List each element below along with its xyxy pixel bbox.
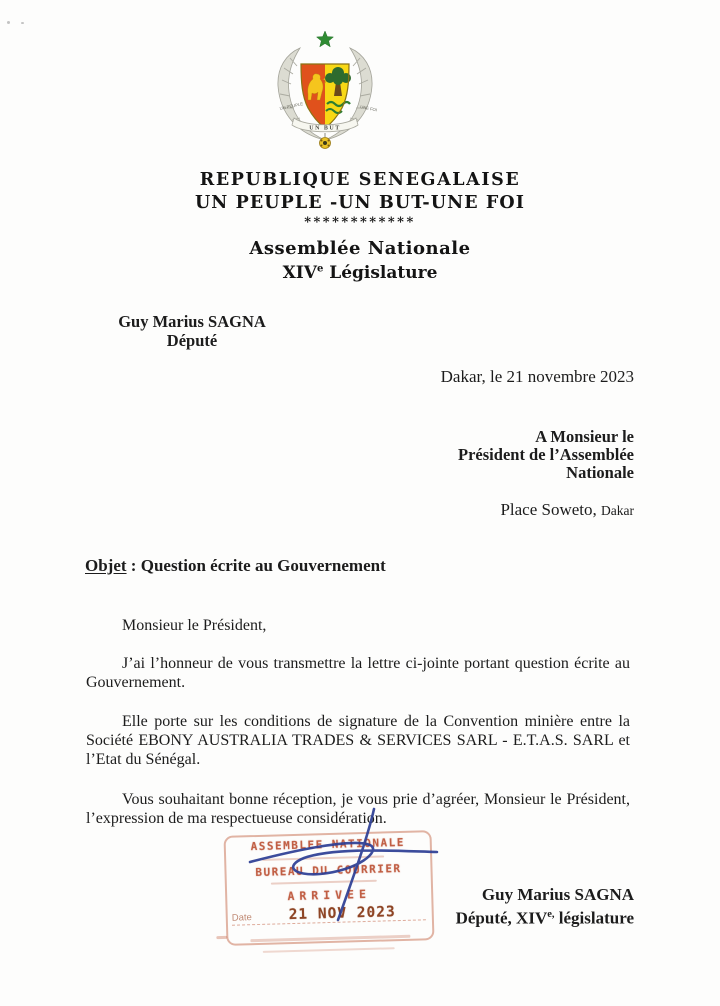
signoff-title-ordinal: e, bbox=[547, 909, 555, 920]
scan-speck bbox=[7, 21, 10, 24]
separator-stars: ************ bbox=[304, 215, 416, 230]
ribbon-right-text: UNE FOI bbox=[359, 104, 378, 113]
body-paragraph-1: J’ai l’honneur de vous transmettre la lettre ci-jointe portant question écrite au Gouvernement. bbox=[86, 655, 630, 691]
signoff-title-prefix: Député, XIV bbox=[455, 908, 548, 928]
stamp-date-value: 21 NOV 2023 bbox=[288, 904, 396, 924]
subject-line bbox=[85, 556, 386, 576]
recipient-block bbox=[458, 428, 634, 482]
stamp-date-label: Date bbox=[231, 912, 253, 924]
pendant-medal-icon bbox=[320, 133, 331, 149]
green-star-icon bbox=[317, 31, 334, 47]
stamp-smudge-mark bbox=[216, 936, 227, 939]
body-paragraph-3: Vous souhaitant bonne réception, je vous prie d’agréer, Monsieur le Président, l’expression de ma respectueuse considération. bbox=[86, 791, 630, 827]
sender-block bbox=[114, 312, 270, 350]
sender-title: Député bbox=[166, 331, 218, 350]
stamp-smudge-line bbox=[263, 947, 395, 953]
handwritten-signature-ink bbox=[225, 793, 450, 933]
ribbon-left-text: UN PEUPLE bbox=[279, 101, 304, 111]
stamp-line-bureau: BUREAU DU COURRIER bbox=[255, 861, 402, 880]
letterhead bbox=[0, 170, 720, 283]
recipient-line-3: Nationale bbox=[566, 463, 634, 482]
legislature-ordinal: e bbox=[316, 263, 324, 275]
motto-ribbon-text: UN BUT bbox=[309, 125, 341, 132]
stamp-line-assembly: ASSEMBLEE NATIONALE bbox=[250, 835, 406, 854]
scan-speck bbox=[21, 22, 24, 24]
republic-title: REPUBLIQUE SENEGALAISE bbox=[199, 170, 521, 190]
signoff-block bbox=[456, 885, 634, 929]
subject-label: Objet bbox=[85, 556, 127, 575]
body-paragraph-2: Elle porte sur les conditions de signature de la Convention minière entre la Société EBONY AUSTRALIA TRADES & SERVICES SARL - E.T.A.S. SARL et l’Etat du Sénégal. bbox=[86, 713, 630, 768]
recipient-line-2: Président de l’Assemblée bbox=[458, 445, 634, 464]
assembly-title: Assemblée Nationale bbox=[249, 238, 471, 259]
signoff-title bbox=[456, 905, 634, 929]
signoff-title-rest: législature bbox=[554, 908, 634, 928]
address-city: Dakar bbox=[601, 503, 634, 518]
legislature-title bbox=[0, 263, 720, 283]
address-place: Place Soweto, bbox=[500, 500, 597, 519]
recipient-line-1: A Monsieur le bbox=[535, 427, 634, 446]
signoff-name: Guy Marius SAGNA bbox=[481, 885, 634, 904]
national-motto: UN PEUPLE -UN BUT-UNE FOI bbox=[194, 193, 526, 213]
subject-text: Question écrite au Gouvernement bbox=[136, 556, 386, 575]
senegal-coat-of-arms-icon bbox=[264, 30, 386, 152]
shield bbox=[301, 64, 351, 128]
sender-name: Guy Marius SAGNA bbox=[118, 312, 266, 331]
salutation: Monsieur le Président, bbox=[122, 617, 267, 634]
dateline: Dakar, le 21 novembre 2023 bbox=[440, 367, 634, 386]
recipient-address bbox=[500, 500, 634, 520]
stamp-line-arrivee: ARRIVEE bbox=[287, 886, 372, 904]
legislature-number: XIV bbox=[282, 263, 317, 283]
legislature-word: Législature bbox=[323, 263, 438, 283]
subject-separator: : bbox=[126, 556, 137, 575]
